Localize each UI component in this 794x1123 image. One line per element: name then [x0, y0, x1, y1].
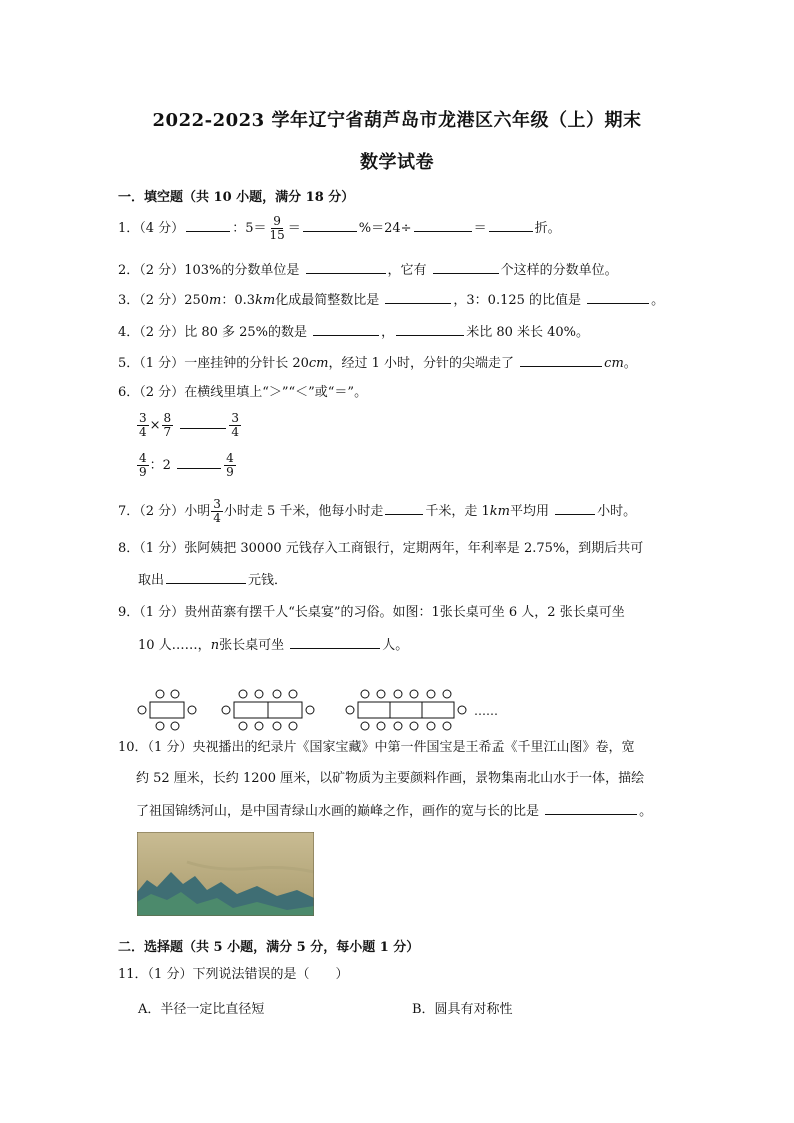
q6-r1-b-den: 7: [163, 425, 172, 439]
q6-text-1: 在横线里填上“＞”“＜”或“＝”。: [184, 385, 368, 400]
question-10: [118, 739, 634, 757]
q3-text-1c: 化成最简整数比是: [275, 293, 380, 308]
q3-unit-1: m: [209, 293, 222, 308]
question-2: [118, 260, 618, 280]
seat-circle: [410, 722, 418, 730]
seat-circle: [458, 706, 466, 714]
title-line-1: 2022-2023 学年辽宁省葫芦岛市龙港区六年级（上）期末: [152, 110, 642, 131]
q9-text-3: 人。: [382, 638, 409, 653]
q1-prefix: 1．（4 分）: [118, 221, 185, 236]
q1-text-3: %＝24÷: [358, 221, 412, 236]
seat-circle: [273, 722, 281, 730]
question-3: [118, 290, 664, 310]
seat-circle: [188, 706, 196, 714]
q1-frac-den: 15: [269, 228, 285, 242]
section-1-heading: 一．填空题（共 10 小题，满分 18 分）: [118, 190, 355, 205]
figure-ellipsis: ……: [474, 704, 498, 718]
q3-text-1b: ：0.3: [221, 293, 256, 308]
q9-text-1: 贵州苗寨有摆千人“长桌宴”的习俗。如图：1张长桌可坐 6 人，2 张长桌可坐: [184, 605, 625, 620]
q3-text-2: ，3：0.125 的比值是: [453, 293, 582, 308]
q11-option-b[interactable]: B．圆具有对称性: [412, 1002, 513, 1017]
title-line-2: 数学试卷: [360, 152, 434, 173]
landscape-painting-image: [137, 832, 314, 916]
q3-prefix: 3．（2 分）: [118, 293, 185, 308]
painting-svg: [137, 832, 314, 916]
q2-blank-2[interactable]: [433, 260, 499, 274]
q7-text-4: 小时。: [597, 504, 637, 519]
q10-text-2: 约 52 厘米，长约 1200 厘米，以矿物质为主要颜料作画，景物集南北山水于一体，描绘: [136, 771, 645, 786]
seat-circle: [255, 690, 263, 698]
seat-circle: [377, 722, 385, 730]
two-table-group: [222, 690, 314, 730]
q6-r1-blank[interactable]: [180, 415, 226, 429]
seat-circle: [138, 706, 146, 714]
seat-circle: [361, 722, 369, 730]
seat-circle: [239, 690, 247, 698]
q10-text-3: 了祖国锦绣河山，是中国青绿山水画的巅峰之作，画作的宽与长的比是: [136, 804, 540, 819]
question-4: [118, 322, 589, 342]
q6-r2-frac-c: [224, 452, 236, 479]
q9-blank[interactable]: [290, 635, 380, 649]
seat-circle: [427, 722, 435, 730]
q4-blank-2[interactable]: [396, 322, 464, 336]
q10-prefix: 10．（1 分）: [118, 740, 193, 755]
q7-text-2: 小时走 5 千米，他每小时走: [223, 504, 384, 519]
q4-prefix: 4．（2 分）: [118, 325, 185, 340]
q1-text-4: ＝: [473, 221, 487, 236]
q1-text-2: ＝: [287, 221, 301, 236]
question-10-line-3: [136, 801, 652, 821]
q6-r2-c-den: 9: [226, 465, 234, 479]
q3-text-3: 。: [651, 293, 665, 308]
q1-blank-2[interactable]: [303, 218, 357, 232]
q2-blank-1[interactable]: [306, 260, 386, 274]
q6-r2-c-num: 4: [226, 451, 234, 465]
q7-frac-den: 4: [213, 511, 221, 525]
table-rect: [358, 702, 454, 718]
q10-blank[interactable]: [545, 801, 637, 815]
q6-r1-frac-b: [162, 412, 174, 439]
q11-option-a[interactable]: A．半径一定比直径短: [138, 1002, 265, 1017]
question-8-cont: [138, 570, 287, 590]
q7-prefix: 7．（2 分）: [118, 504, 185, 519]
q10-text-1: 央视播出的纪录片《国家宝藏》中第一件国宝是王希孟《千里江山图》卷，宽: [192, 740, 635, 755]
seat-circle: [443, 722, 451, 730]
q9-prefix: 9．（1 分）: [118, 605, 185, 620]
q9-text-2b: 张长桌可坐: [219, 638, 285, 653]
q6-r2-blank[interactable]: [177, 455, 221, 469]
q8-prefix: 8．（1 分）: [118, 541, 185, 556]
long-table-diagram: [136, 688, 496, 732]
q6-r1-a-num: 3: [139, 411, 147, 425]
one-table-group: [138, 690, 196, 730]
q7-frac-num: 3: [213, 497, 221, 511]
q5-text-3: 。: [623, 356, 637, 371]
q5-blank[interactable]: [520, 353, 602, 367]
q7-blank-1[interactable]: [385, 501, 423, 515]
q2-text-1: 103%的分数单位是: [184, 263, 300, 278]
question-5: [118, 353, 637, 373]
q8-text-3: 元钱．: [248, 573, 288, 588]
q6-r2-op: ：2: [149, 458, 171, 473]
q2-text-2: ，它有: [387, 263, 427, 278]
long-table-figure: [136, 688, 496, 732]
q1-blank-4[interactable]: [489, 218, 533, 232]
seat-circle: [394, 722, 402, 730]
q6-r1-c-num: 3: [231, 411, 239, 425]
q7-unit: km: [489, 504, 511, 519]
q6-r1-op: ×: [149, 418, 161, 433]
question-8: [118, 540, 643, 558]
q6-row-2: [136, 452, 237, 479]
seat-circle: [443, 690, 451, 698]
q1-blank-1[interactable]: [186, 218, 230, 232]
question-7: [118, 498, 636, 525]
seat-circle: [156, 690, 164, 698]
question-6: [118, 384, 367, 402]
q8-text-1: 张阿姨把 30000 元钱存入工商银行，定期两年，年利率是 2.75%，到期后共可: [184, 541, 644, 556]
q6-r1-a-den: 4: [139, 425, 147, 439]
section-2-heading: 二．选择题（共 5 小题，满分 5 分，每小题 1 分）: [118, 940, 420, 955]
q6-r2-frac-a: [137, 452, 149, 479]
q2-text-3: 个这样的分数单位。: [500, 263, 618, 278]
q8-blank[interactable]: [166, 570, 246, 584]
question-1: [118, 215, 561, 242]
seat-circle: [222, 706, 230, 714]
seat-circle: [289, 690, 297, 698]
q6-r1-frac-c: [229, 412, 241, 439]
q3-text-1a: 250: [184, 293, 210, 308]
question-10-line-2: [136, 770, 644, 788]
question-9: [118, 604, 625, 622]
q1-text-5: 折。: [534, 221, 561, 236]
q3-blank-1[interactable]: [385, 290, 451, 304]
q1-blank-3[interactable]: [414, 218, 472, 232]
q6-prefix: 6．（2 分）: [118, 385, 185, 400]
q7-text-3b: 平均用: [510, 504, 550, 519]
q1-fraction: [267, 215, 286, 242]
seat-circle: [394, 690, 402, 698]
q5-unit-2: cm: [604, 356, 624, 371]
question-9-cont: [138, 635, 408, 655]
seat-circle: [427, 690, 435, 698]
q5-prefix: 5．（1 分）: [118, 356, 185, 371]
q9-variable: n: [210, 638, 220, 653]
q6-r1-c-den: 4: [231, 425, 239, 439]
q4-text-1: 比 80 多 25%的数是: [184, 325, 308, 340]
table-rect: [150, 702, 184, 718]
q7-text-3a: 千米，走 1: [425, 504, 490, 519]
seat-circle: [273, 690, 281, 698]
q4-blank-1[interactable]: [313, 322, 379, 336]
three-table-group: [346, 690, 466, 730]
seat-circle: [171, 690, 179, 698]
q3-blank-2[interactable]: [587, 290, 649, 304]
q9-text-2a: 10 人……，: [138, 638, 211, 653]
q5-unit-1: cm: [308, 356, 329, 371]
q5-text-1b: ，经过 1 小时，分针的尖端走了: [328, 356, 515, 371]
seat-circle: [289, 722, 297, 730]
q4-text-3: 米比 80 米长 40%。: [466, 325, 590, 340]
q6-r1-frac-a: [137, 412, 149, 439]
q11-text-1: 下列说法错误的是（ ）: [192, 967, 349, 982]
seat-circle: [410, 690, 418, 698]
q7-blank-2[interactable]: [555, 501, 595, 515]
q3-unit-2: km: [255, 293, 276, 308]
seat-circle: [361, 690, 369, 698]
seat-circle: [239, 722, 247, 730]
seat-circle: [156, 722, 164, 730]
q8-text-2: 取出: [138, 573, 165, 588]
seat-circle: [171, 722, 179, 730]
q6-r2-a-den: 9: [139, 465, 147, 479]
q11-prefix: 11．（1 分）: [118, 967, 193, 982]
seat-circle: [306, 706, 314, 714]
q6-r1-b-num: 8: [163, 411, 172, 425]
q2-prefix: 2．（2 分）: [118, 263, 185, 278]
q7-text-1: 小明: [184, 504, 211, 519]
q4-text-2: ，: [381, 325, 395, 340]
q6-row-1: [136, 412, 242, 439]
q1-frac-num: 9: [273, 214, 281, 228]
q10-text-4: 。: [639, 804, 653, 819]
seat-circle: [377, 690, 385, 698]
q6-r2-a-num: 4: [139, 451, 147, 465]
question-11: [118, 966, 348, 984]
q7-fraction: [211, 498, 223, 525]
q5-text-1a: 一座挂钟的分针长 20: [184, 356, 309, 371]
q1-text-1: ：5＝: [232, 221, 267, 236]
seat-circle: [346, 706, 354, 714]
seat-circle: [255, 722, 263, 730]
